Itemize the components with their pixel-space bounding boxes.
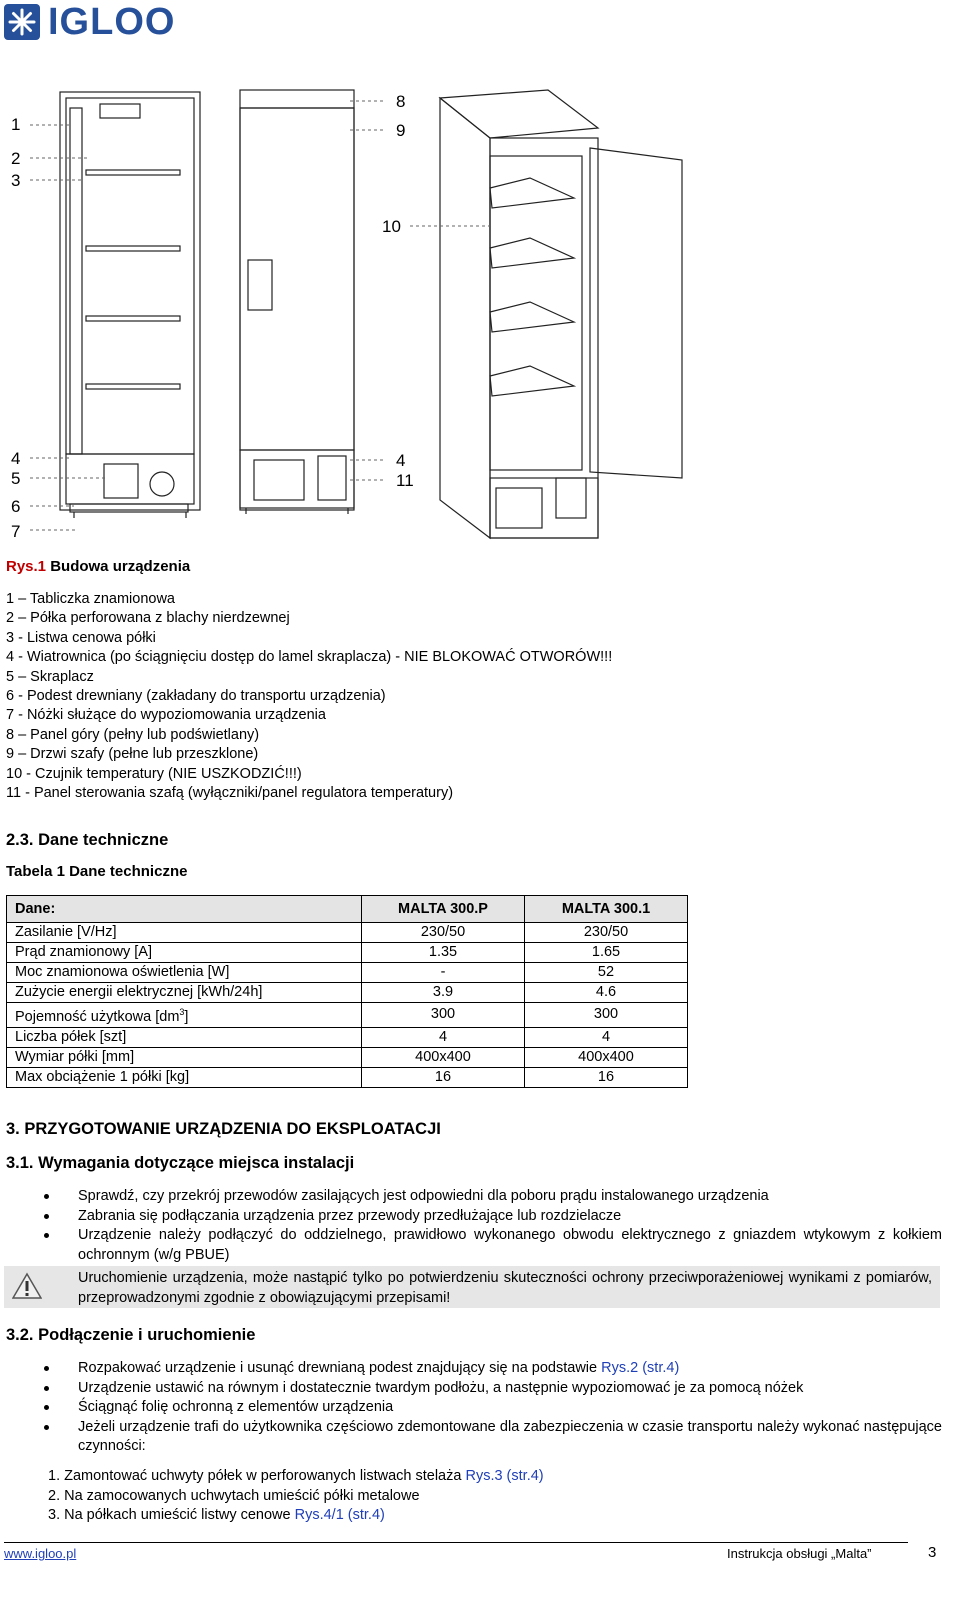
table-cell: 1.65 <box>525 943 688 963</box>
table-cell: 4 <box>362 1027 525 1047</box>
callout-7: 7 <box>11 522 21 541</box>
table-row <box>7 1003 688 1028</box>
device-construction-figure <box>0 80 720 550</box>
cabinet-front-drawing <box>240 90 354 514</box>
callout-4b: 4 <box>396 451 406 470</box>
callout-10: 10 <box>382 217 401 236</box>
legend-item: 5 – Skraplacz <box>6 668 94 685</box>
callout-2: 2 <box>11 149 21 168</box>
technical-data-table <box>6 895 688 1088</box>
list-item: Urządzenie ustawić na równym i dostatecznie twardym podłożu, a następnie wypoziomować je za pomocą nóżek <box>44 1379 942 1399</box>
table-title: Tabela 1 Dane techniczne <box>6 863 188 880</box>
page-number: 3 <box>928 1544 937 1561</box>
list-item <box>44 1359 942 1379</box>
table-cell: 400x400 <box>525 1047 688 1067</box>
callout-4: 4 <box>11 449 21 468</box>
table-cell: Moc znamionowa oświetlenia [W] <box>7 963 362 983</box>
section-heading-3-1: 3.1. Wymagania dotyczące miejsca instalacji <box>6 1154 355 1172</box>
table-row <box>7 963 688 983</box>
table-row <box>7 1047 688 1067</box>
table-header-cell: Dane: <box>7 896 362 923</box>
callout-8: 8 <box>396 92 406 111</box>
figure-legend <box>6 590 612 803</box>
step-text: 1. Zamontować uchwyty półek w perforowanych listwach stelaża <box>48 1468 466 1484</box>
warning-triangle-icon <box>12 1272 42 1300</box>
snowflake-logo-icon <box>4 4 40 40</box>
callout-11: 11 <box>396 471 414 490</box>
legend-item: 6 - Podest drewniany (zakładany do transportu urządzenia) <box>6 688 386 705</box>
table-header-row <box>7 896 688 923</box>
table-cell: Max obciążenie 1 półki [kg] <box>7 1067 362 1087</box>
step-item: 2. Na zamocowanych uchwytach umieścić półki metalowe <box>48 1487 420 1504</box>
section-heading-3-2: 3.2. Podłączenie i uruchomienie <box>6 1326 256 1344</box>
callout-9: 9 <box>396 121 406 140</box>
section-heading-3: 3. PRZYGOTOWANIE URZĄDZENIA DO EKSPLOATACJI <box>6 1120 441 1138</box>
table-row <box>7 1027 688 1047</box>
legend-item: 10 - Czujnik temperatury (NIE USZKODZIĆ!!!) <box>6 765 302 782</box>
startup-list <box>44 1359 942 1457</box>
table-cell: Prąd znamionowy [A] <box>7 943 362 963</box>
figure-caption: Rys.1 Budowa urządzenia <box>6 558 191 575</box>
table-row <box>7 923 688 943</box>
legend-item: 4 - Wiatrownica (po ściągnięciu dostęp do lamel skraplacza) - NIE BLOKOWAĆ OTWORÓW!!! <box>6 649 613 666</box>
table-cell: Wymiar półki [mm] <box>7 1047 362 1067</box>
table-cell: 4 <box>525 1027 688 1047</box>
step-item <box>48 1467 544 1487</box>
table-row <box>7 983 688 1003</box>
footer-doc-title: Instrukcja obsługi „Malta” <box>727 1546 872 1561</box>
list-item-text: Rozpakować urządzenie i usunąć drewnianą podest znajdujący się na podstawie <box>78 1360 602 1376</box>
list-item: Urządzenie należy podłączyć do oddzielnego, prawidłowo wykonanego obwodu elektrycznego z gniazdem wtykowym z kołkiem ochronnym (w/g PBUE) <box>44 1226 942 1265</box>
table-cell: - <box>362 963 525 983</box>
figure-link[interactable]: Rys.4/1 (str.4) <box>294 1507 385 1523</box>
step-item <box>48 1506 544 1526</box>
list-item: Jeżeli urządzenie trafi do użytkownika częściowo zdemontowane dla zabezpieczenia w czasie transportu należy wykonać następujące czynności: <box>44 1418 942 1457</box>
figure-link[interactable]: Rys.2 (str.4) <box>601 1360 680 1376</box>
legend-item: 3 - Listwa cenowa półki <box>6 629 156 646</box>
step-text: 3. Na półkach umieścić listwy cenowe <box>48 1507 295 1523</box>
table-cell: 52 <box>525 963 688 983</box>
warning-text: Uruchomienie urządzenia, może nastąpić tylko po potwierdzeniu skuteczności ochrony przeciwporażeniowej wynikami z pomiarów, przeprowadzonymi zgodnie z obowiązującymi przepisami! <box>78 1270 932 1306</box>
table-cell: 230/50 <box>525 923 688 943</box>
cabinet-perspective-drawing <box>440 90 682 538</box>
table-header-cell: MALTA 300.P <box>362 896 525 923</box>
list-item: Sprawdź, czy przekrój przewodów zasilających jest odpowiedni dla poboru prądu instalowanego urządzenia <box>44 1187 942 1207</box>
table-cell: 230/50 <box>362 923 525 943</box>
cabinet-section-drawing <box>60 92 200 518</box>
callout-1: 1 <box>11 115 21 134</box>
callout-5: 5 <box>11 469 21 488</box>
legend-item: 8 – Panel góry (pełny lub podświetlany) <box>6 726 260 743</box>
list-item: Ściągnąć folię ochronną z elementów urządzenia <box>44 1398 942 1418</box>
installation-requirements-list <box>44 1187 942 1265</box>
table-cell: Zużycie energii elektrycznej [kWh/24h] <box>7 983 362 1003</box>
legend-item: 9 – Drzwi szafy (pełne lub przeszklone) <box>6 746 259 763</box>
callout-3: 3 <box>11 171 21 190</box>
footer-website-link[interactable]: www.igloo.pl <box>4 1546 77 1561</box>
footer-divider <box>4 1542 908 1543</box>
table-cell: 4.6 <box>525 983 688 1003</box>
assembly-steps-list <box>48 1467 544 1526</box>
legend-item: 7 - Nóżki służące do wypoziomowania urządzenia <box>6 707 326 724</box>
table-cell: 3.9 <box>362 983 525 1003</box>
table-cell: 16 <box>525 1067 688 1087</box>
logo-text: IGLOO <box>48 1 176 43</box>
table-cell: 300 <box>525 1003 688 1028</box>
table-row <box>7 1067 688 1087</box>
table-cell: Liczba półek [szt] <box>7 1027 362 1047</box>
table-cell: 16 <box>362 1067 525 1087</box>
legend-item: 2 – Półka perforowana z blachy nierdzewnej <box>6 610 290 627</box>
table-row <box>7 943 688 963</box>
table-header-cell: MALTA 300.1 <box>525 896 688 923</box>
figure-link[interactable]: Rys.3 (str.4) <box>465 1468 544 1484</box>
igloo-logo <box>4 1 176 43</box>
table-cell: 400x400 <box>362 1047 525 1067</box>
table-cell: 300 <box>362 1003 525 1028</box>
callout-6: 6 <box>11 497 21 516</box>
legend-item: 1 – Tabliczka znamionowa <box>6 591 175 607</box>
table-cell: Zasilanie [V/Hz] <box>7 923 362 943</box>
table-cell: 1.35 <box>362 943 525 963</box>
warning-box <box>4 1266 940 1308</box>
list-item: Zabrania się podłączania urządzenia przez przewody przedłużające lub rozdzielacze <box>44 1207 942 1227</box>
fridge-drawings <box>0 80 720 550</box>
legend-item: 11 - Panel sterowania szafą (wyłączniki/panel regulatora temperatury) <box>6 785 454 802</box>
table-cell: Pojemność użytkowa $[dm^3]$ <box>7 1003 362 1028</box>
section-heading-2-3: 2.3. Dane techniczne <box>6 831 169 849</box>
